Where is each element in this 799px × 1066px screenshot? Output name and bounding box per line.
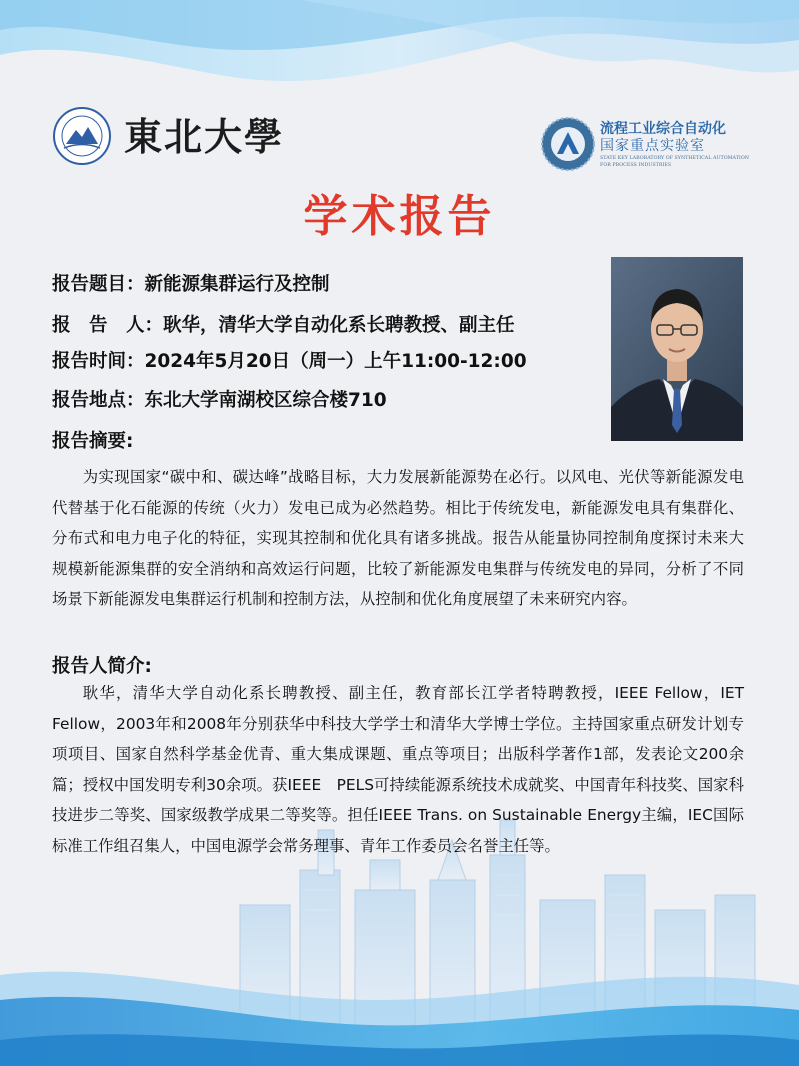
speaker-photo <box>611 257 743 441</box>
lab-name-line1: 流程工业综合自动化 <box>600 121 726 137</box>
report-location: 报告地点：东北大学南湖校区综合楼710 <box>52 390 387 411</box>
lab-name-line2: 国家重点实验室 <box>600 138 705 154</box>
bio-text: 耿华，清华大学自动化系长聘教授、副主任，教育部长江学者特聘教授，IEEE Fellow，IET Fellow，2003年和2008年分别获华中科技大学学士和清华大学博士学位。主持国家重点研发计划专项项目、国家自然科学基金优青、重大集成课题、重点等项目；出版科学著作1部，发表论文200余篇；授权中国发明专利30余项。获IEEE PELS可持续能源系统技术成就奖、中国青年科技奖、国家科技进步二等奖、国家级教学成果二等奖等。担任IEEE Trans. on Sustainable Energy主编，IEC国际标准工作组召集人，中国电源学会常务理事、青年工作委员会名誉主任等。 <box>52 684 760 855</box>
abstract-heading: 报告摘要: <box>52 431 134 452</box>
page-title: 学术报告 <box>303 191 496 242</box>
lab-emblem-icon <box>540 116 596 172</box>
bio-heading: 报告人简介: <box>52 656 152 677</box>
abstract-text: 为实现国家“碳中和、碳达峰”战略目标，大力发展新能源势在必行。以风电、光伏等新能源发电代替基于化石能源的传统（火力）发电已成为必然趋势。相比于传统发电，新能源发电具有集群化、分布式和电力电子化的特征，实现其控制和优化具有诸多挑战。报告从能量协同控制角度探讨未来大规模新能源集群的安全消纳和高效运行问题，比较了新能源发电集群与传统发电的异同，分析了不同场景下新能源发电集群运行机制和控制方法，从控制和优化角度展望了未来研究内容。 <box>52 468 744 608</box>
report-speaker: 报 告 人：耿华，清华大学自动化系长聘教授、副主任 <box>52 315 515 336</box>
lab-name-english-line1: STATE KEY LABORATORY OF SYNTHETICAL AUTOMATION <box>600 156 749 161</box>
report-time: 报告时间：2024年5月20日（周一）上午11:00-12:00 <box>52 351 527 372</box>
university-emblem-icon <box>52 106 112 166</box>
university-name: 東北大學 <box>124 114 285 159</box>
lab-name-english-line2: FOR PROCESS INDUSTRIES <box>600 163 672 168</box>
report-topic: 报告题目：新能源集群运行及控制 <box>52 274 330 295</box>
